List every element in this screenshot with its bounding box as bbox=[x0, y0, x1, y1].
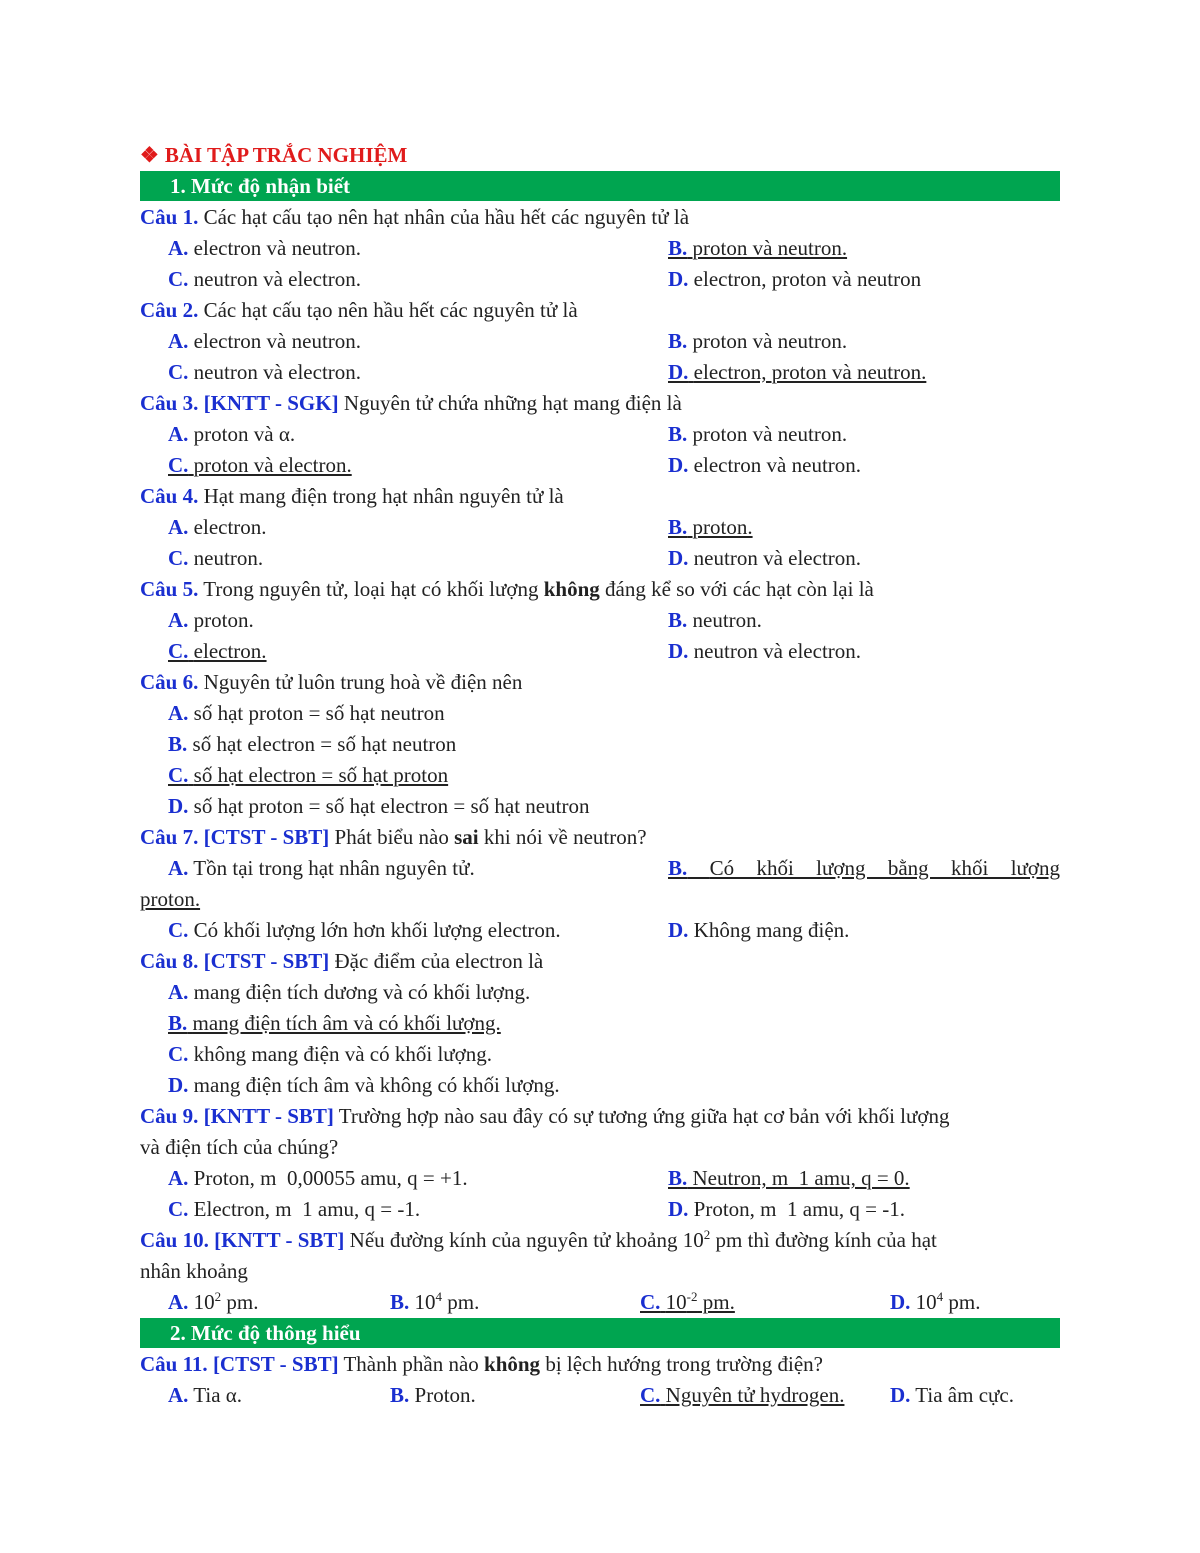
option-d[interactable]: D. Tia âm cực. bbox=[890, 1383, 1014, 1407]
options-row bbox=[140, 1287, 1060, 1318]
option-b[interactable]: B. proton và neutron. bbox=[668, 422, 848, 446]
option-a[interactable]: A. mang điện tích dương và có khối lượng. bbox=[168, 980, 531, 1004]
quiz-page bbox=[140, 140, 1060, 1411]
question-1: Câu 1. Các hạt cấu tạo nên hạt nhân của hầu hết các nguyên tử là bbox=[140, 205, 690, 229]
question-5: Câu 5. Trong nguyên tử, loại hạt có khối lượng không đáng kể so với các hạt còn lại là bbox=[140, 577, 874, 601]
options-row bbox=[140, 450, 1060, 481]
option-a[interactable]: A. proton. bbox=[168, 608, 254, 632]
option-c[interactable]: C. Có khối lượng lớn hơn khối lượng electron. bbox=[168, 918, 561, 942]
option-d[interactable]: D. electron, proton và neutron bbox=[668, 267, 922, 291]
option-d[interactable]: D. Không mang điện. bbox=[668, 918, 850, 942]
option-a[interactable]: A. số hạt proton = số hạt neutron bbox=[168, 701, 445, 725]
options-row bbox=[140, 264, 1060, 295]
question-6: Câu 6. Nguyên tử luôn trung hoà về điện nên bbox=[140, 670, 523, 694]
options-row bbox=[140, 605, 1060, 636]
option-b-correct[interactable]: B. proton. bbox=[668, 515, 753, 539]
option-d[interactable]: D. mang điện tích âm và không có khối lượng. bbox=[168, 1073, 560, 1097]
options-row bbox=[140, 512, 1060, 543]
option-a[interactable]: A. Tia α. bbox=[168, 1383, 243, 1407]
option-d[interactable]: D. $10^4$ pm. bbox=[890, 1289, 981, 1314]
option-a[interactable]: A. electron. bbox=[168, 515, 267, 539]
options-row bbox=[140, 1380, 1060, 1411]
option-b[interactable]: B. proton và neutron. bbox=[668, 329, 848, 353]
options-row bbox=[140, 1194, 1060, 1225]
options-row bbox=[140, 233, 1060, 264]
option-b-correct[interactable]: B. mang điện tích âm và có khối lượng. bbox=[168, 1011, 501, 1035]
option-c-correct[interactable]: C. electron. bbox=[168, 639, 267, 663]
option-d[interactable]: D. Proton, m 1 amu, q = -1. bbox=[668, 1197, 906, 1221]
options-row bbox=[140, 543, 1060, 574]
options-row bbox=[140, 1163, 1060, 1194]
section-header: 1. Mức độ nhận biết bbox=[140, 171, 1060, 201]
question-9-continued: và điện tích của chúng? bbox=[140, 1135, 339, 1159]
option-d[interactable]: D. số hạt proton = số hạt electron = số hạt neutron bbox=[168, 794, 590, 818]
option-c[interactable]: C. neutron và electron. bbox=[168, 267, 362, 291]
option-c-correct[interactable]: C. $10^{-2}$ pm. bbox=[640, 1289, 735, 1314]
option-a[interactable]: A. electron và neutron. bbox=[168, 236, 362, 260]
options-row bbox=[140, 419, 1060, 450]
option-d[interactable]: D. neutron và electron. bbox=[668, 546, 862, 570]
option-a[interactable]: A. electron và neutron. bbox=[168, 329, 362, 353]
option-a[interactable]: A. $10^2$ pm. bbox=[168, 1289, 259, 1314]
diamond-bullet-icon: ❖ bbox=[140, 143, 159, 167]
option-c[interactable]: C. Electron, m 1 amu, q = -1. bbox=[168, 1197, 421, 1221]
option-d[interactable]: D. neutron và electron. bbox=[668, 639, 862, 663]
question-10: Câu 10. [KNTT - SBT] Nếu đường kính của nguyên tử khoảng $10^2$ pm thì đường kính của hạt bbox=[140, 1227, 937, 1252]
options-row bbox=[140, 853, 1060, 884]
option-b-correct[interactable]: B. proton và neutron. bbox=[668, 236, 848, 260]
option-d-correct[interactable]: D. electron, proton và neutron. bbox=[668, 360, 927, 384]
option-b[interactable]: B. $10^4$ pm. bbox=[390, 1289, 480, 1314]
option-b-correct[interactable]: B. Neutron, m 1 amu, q = 0. bbox=[668, 1166, 910, 1190]
option-b[interactable]: B. neutron. bbox=[668, 608, 762, 632]
question-2: Câu 2. Các hạt cấu tạo nên hầu hết các nguyên tử là bbox=[140, 298, 578, 322]
section-header: 2. Mức độ thông hiểu bbox=[140, 1318, 1060, 1348]
option-b-continued: proton. bbox=[140, 887, 201, 911]
option-d[interactable]: D. electron và neutron. bbox=[668, 453, 862, 477]
option-c-correct[interactable]: C. số hạt electron = số hạt proton bbox=[168, 763, 449, 787]
option-c[interactable]: C. neutron. bbox=[168, 546, 264, 570]
options-row bbox=[140, 357, 1060, 388]
option-c[interactable]: C. neutron và electron. bbox=[168, 360, 362, 384]
options-row bbox=[140, 915, 1060, 946]
question-8: Câu 8. [CTST - SBT] Đặc điểm của electron là bbox=[140, 949, 544, 973]
option-a[interactable]: A. proton và α. bbox=[168, 422, 296, 446]
question-4: Câu 4. Hạt mang điện trong hạt nhân nguyên tử là bbox=[140, 484, 564, 508]
option-b-correct[interactable]: B. Có khối lượng bằng khối lượng bbox=[668, 856, 1061, 880]
question-9: Câu 9. [KNTT - SBT] Trường hợp nào sau đây có sự tương ứng giữa hạt cơ bản với khối lượng bbox=[140, 1104, 950, 1128]
option-c-correct[interactable]: C. Nguyên tử hydrogen. bbox=[640, 1383, 845, 1407]
options-row bbox=[140, 326, 1060, 357]
options-row bbox=[140, 636, 1060, 667]
page-title: ❖ BÀI TẬP TRẮC NGHIỆM bbox=[140, 143, 408, 167]
option-c-correct[interactable]: C. proton và electron. bbox=[168, 453, 352, 477]
option-c[interactable]: C. không mang điện và có khối lượng. bbox=[168, 1042, 493, 1066]
question-10-continued: nhân khoảng bbox=[140, 1259, 248, 1283]
question-7: Câu 7. [CTST - SBT] Phát biểu nào sai khi nói về neutron? bbox=[140, 825, 647, 849]
option-a[interactable]: A. Proton, m 0,00055 amu, q = +1. bbox=[168, 1166, 468, 1190]
option-a[interactable]: A. Tồn tại trong hạt nhân nguyên tử. bbox=[168, 856, 475, 880]
question-11: Câu 11. [CTST - SBT] Thành phần nào không bị lệch hướng trong trường điện? bbox=[140, 1352, 823, 1376]
option-b[interactable]: B. số hạt electron = số hạt neutron bbox=[168, 732, 457, 756]
option-b[interactable]: B. Proton. bbox=[390, 1383, 476, 1407]
question-3: Câu 3. [KNTT - SGK] Nguyên tử chứa những hạt mang điện là bbox=[140, 391, 682, 415]
